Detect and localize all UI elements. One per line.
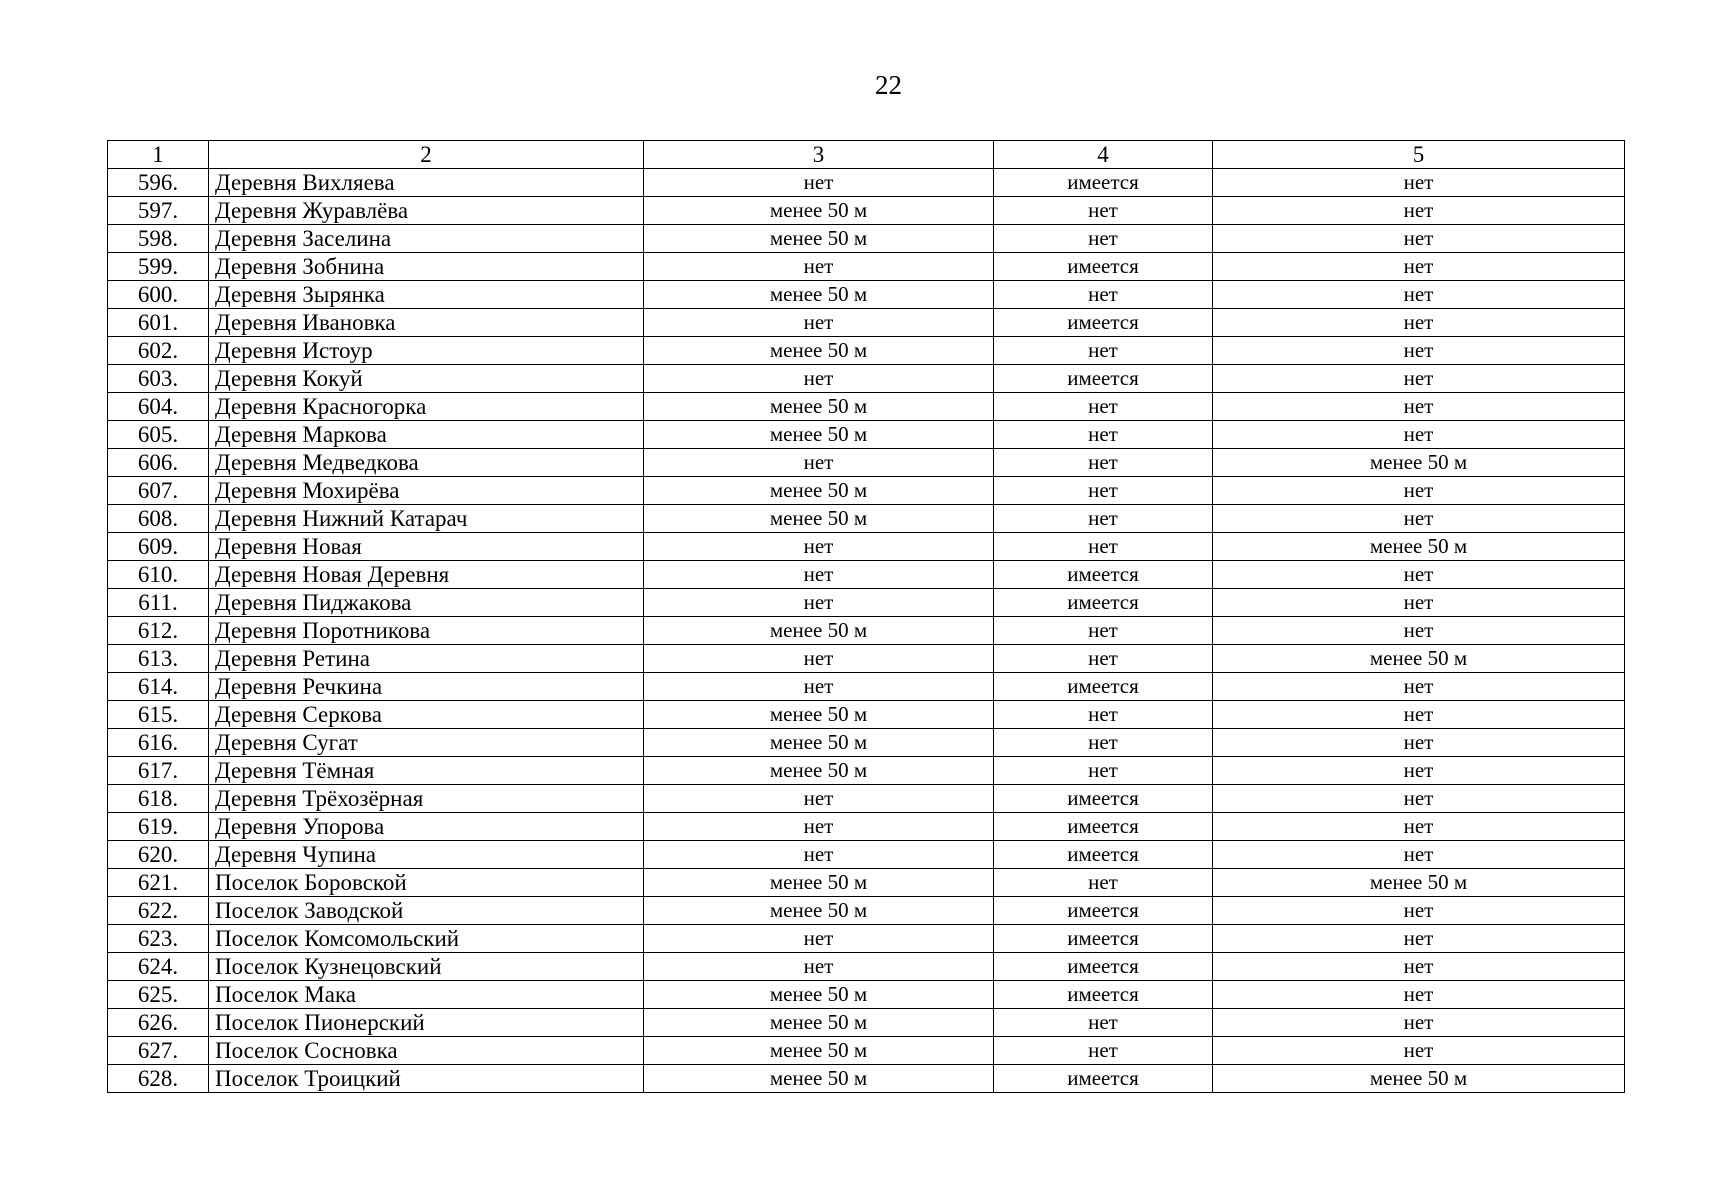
settlement-name-cell: Деревня Заселина — [209, 225, 644, 253]
table-row — [108, 169, 1625, 197]
settlement-name-cell: Поселок Сосновка — [209, 1037, 644, 1065]
header-cell-1: 1 — [108, 141, 209, 169]
column-3-cell: нет — [644, 309, 994, 337]
settlement-name-cell: Поселок Боровской — [209, 869, 644, 897]
column-5-cell: нет — [1213, 281, 1625, 309]
table-row — [108, 617, 1625, 645]
settlement-name-cell: Деревня Ивановка — [209, 309, 644, 337]
column-5-cell: нет — [1213, 617, 1625, 645]
column-5-cell: нет — [1213, 225, 1625, 253]
table-row — [108, 785, 1625, 813]
column-5-cell: менее 50 м — [1213, 1065, 1625, 1093]
table-row — [108, 729, 1625, 757]
settlement-name-cell: Деревня Трёхозёрная — [209, 785, 644, 813]
column-3-cell: менее 50 м — [644, 421, 994, 449]
column-3-cell: менее 50 м — [644, 729, 994, 757]
column-5-cell: нет — [1213, 729, 1625, 757]
row-number-cell: 613. — [108, 645, 209, 673]
table-row — [108, 1037, 1625, 1065]
table-row — [108, 533, 1625, 561]
column-5-cell: нет — [1213, 925, 1625, 953]
row-number-cell: 614. — [108, 673, 209, 701]
column-3-cell: менее 50 м — [644, 1037, 994, 1065]
column-3-cell: нет — [644, 589, 994, 617]
row-number-cell: 620. — [108, 841, 209, 869]
column-4-cell: имеется — [994, 925, 1213, 953]
column-5-cell: нет — [1213, 505, 1625, 533]
column-5-cell: нет — [1213, 253, 1625, 281]
settlement-name-cell: Деревня Журавлёва — [209, 197, 644, 225]
column-4-cell: нет — [994, 617, 1213, 645]
settlement-name-cell: Деревня Поротникова — [209, 617, 644, 645]
column-3-cell: нет — [644, 925, 994, 953]
column-4-cell: имеется — [994, 813, 1213, 841]
header-cell-2: 2 — [209, 141, 644, 169]
settlement-name-cell: Поселок Кузнецовский — [209, 953, 644, 981]
row-number-cell: 603. — [108, 365, 209, 393]
settlement-name-cell: Деревня Мохирёва — [209, 477, 644, 505]
table-row — [108, 869, 1625, 897]
settlement-name-cell: Поселок Троицкий — [209, 1065, 644, 1093]
table-row — [108, 449, 1625, 477]
column-4-cell: имеется — [994, 785, 1213, 813]
row-number-cell: 627. — [108, 1037, 209, 1065]
settlement-name-cell: Деревня Истоур — [209, 337, 644, 365]
column-4-cell: имеется — [994, 365, 1213, 393]
column-5-cell: нет — [1213, 309, 1625, 337]
table-header-row — [108, 141, 1625, 169]
settlement-name-cell: Деревня Серкова — [209, 701, 644, 729]
column-5-cell: нет — [1213, 981, 1625, 1009]
header-cell-3: 3 — [644, 141, 994, 169]
column-3-cell: менее 50 м — [644, 897, 994, 925]
row-number-cell: 601. — [108, 309, 209, 337]
settlement-name-cell: Поселок Заводской — [209, 897, 644, 925]
column-4-cell: имеется — [994, 309, 1213, 337]
settlement-name-cell: Деревня Чупина — [209, 841, 644, 869]
column-4-cell: нет — [994, 645, 1213, 673]
table-row — [108, 645, 1625, 673]
column-5-cell: нет — [1213, 1037, 1625, 1065]
column-4-cell: имеется — [994, 561, 1213, 589]
table-row — [108, 925, 1625, 953]
column-4-cell: нет — [994, 393, 1213, 421]
table-row — [108, 701, 1625, 729]
row-number-cell: 616. — [108, 729, 209, 757]
column-4-cell: нет — [994, 869, 1213, 897]
table-row — [108, 253, 1625, 281]
settlement-name-cell: Деревня Новая Деревня — [209, 561, 644, 589]
column-3-cell: менее 50 м — [644, 1009, 994, 1037]
settlement-name-cell: Деревня Нижний Катарач — [209, 505, 644, 533]
column-4-cell: имеется — [994, 1065, 1213, 1093]
column-4-cell: имеется — [994, 953, 1213, 981]
column-4-cell: нет — [994, 281, 1213, 309]
column-4-cell: нет — [994, 477, 1213, 505]
column-3-cell: нет — [644, 169, 994, 197]
table-row — [108, 1009, 1625, 1037]
row-number-cell: 598. — [108, 225, 209, 253]
column-4-cell: имеется — [994, 253, 1213, 281]
column-5-cell: нет — [1213, 561, 1625, 589]
row-number-cell: 606. — [108, 449, 209, 477]
row-number-cell: 612. — [108, 617, 209, 645]
column-4-cell: нет — [994, 337, 1213, 365]
column-3-cell: нет — [644, 953, 994, 981]
column-3-cell: нет — [644, 673, 994, 701]
settlement-name-cell: Поселок Пионерский — [209, 1009, 644, 1037]
settlement-name-cell: Деревня Вихляева — [209, 169, 644, 197]
column-5-cell: нет — [1213, 841, 1625, 869]
column-5-cell: менее 50 м — [1213, 449, 1625, 477]
settlement-name-cell: Деревня Красногорка — [209, 393, 644, 421]
table-row — [108, 981, 1625, 1009]
column-5-cell: нет — [1213, 365, 1625, 393]
settlement-name-cell: Деревня Пиджакова — [209, 589, 644, 617]
row-number-cell: 608. — [108, 505, 209, 533]
header-cell-4: 4 — [994, 141, 1213, 169]
page-number: 22 — [875, 70, 902, 100]
row-number-cell: 619. — [108, 813, 209, 841]
row-number-cell: 622. — [108, 897, 209, 925]
row-number-cell: 617. — [108, 757, 209, 785]
settlement-name-cell: Деревня Ретина — [209, 645, 644, 673]
column-3-cell: нет — [644, 813, 994, 841]
column-3-cell: нет — [644, 533, 994, 561]
table-row — [108, 505, 1625, 533]
column-4-cell: нет — [994, 757, 1213, 785]
column-5-cell: нет — [1213, 953, 1625, 981]
table-row — [108, 281, 1625, 309]
column-5-cell: менее 50 м — [1213, 869, 1625, 897]
column-4-cell: имеется — [994, 841, 1213, 869]
column-5-cell: нет — [1213, 1009, 1625, 1037]
column-3-cell: менее 50 м — [644, 617, 994, 645]
row-number-cell: 604. — [108, 393, 209, 421]
table-row — [108, 337, 1625, 365]
column-3-cell: нет — [644, 561, 994, 589]
row-number-cell: 610. — [108, 561, 209, 589]
column-5-cell: нет — [1213, 337, 1625, 365]
table-row — [108, 813, 1625, 841]
table-row — [108, 477, 1625, 505]
table-row — [108, 897, 1625, 925]
column-3-cell: менее 50 м — [644, 981, 994, 1009]
table-row — [108, 589, 1625, 617]
row-number-cell: 596. — [108, 169, 209, 197]
column-4-cell: нет — [994, 701, 1213, 729]
row-number-cell: 609. — [108, 533, 209, 561]
column-5-cell: нет — [1213, 393, 1625, 421]
column-3-cell: нет — [644, 253, 994, 281]
column-3-cell: менее 50 м — [644, 225, 994, 253]
column-3-cell: менее 50 м — [644, 701, 994, 729]
row-number-cell: 602. — [108, 337, 209, 365]
settlement-name-cell: Деревня Речкина — [209, 673, 644, 701]
column-5-cell: нет — [1213, 673, 1625, 701]
column-3-cell: менее 50 м — [644, 505, 994, 533]
table-row — [108, 673, 1625, 701]
settlement-name-cell: Деревня Новая — [209, 533, 644, 561]
table-row — [108, 197, 1625, 225]
column-4-cell: нет — [994, 1037, 1213, 1065]
settlement-name-cell: Поселок Комсомольский — [209, 925, 644, 953]
settlement-name-cell: Деревня Упорова — [209, 813, 644, 841]
column-3-cell: менее 50 м — [644, 197, 994, 225]
row-number-cell: 607. — [108, 477, 209, 505]
row-number-cell: 628. — [108, 1065, 209, 1093]
column-5-cell: нет — [1213, 477, 1625, 505]
row-number-cell: 618. — [108, 785, 209, 813]
column-3-cell: менее 50 м — [644, 869, 994, 897]
column-3-cell: нет — [644, 449, 994, 477]
column-3-cell: менее 50 м — [644, 393, 994, 421]
column-4-cell: нет — [994, 1009, 1213, 1037]
settlement-name-cell: Поселок Мака — [209, 981, 644, 1009]
table-row — [108, 393, 1625, 421]
column-5-cell: нет — [1213, 813, 1625, 841]
column-4-cell: имеется — [994, 897, 1213, 925]
row-number-cell: 615. — [108, 701, 209, 729]
row-number-cell: 626. — [108, 1009, 209, 1037]
column-4-cell: нет — [994, 421, 1213, 449]
settlements-table — [107, 140, 1625, 1093]
column-4-cell: нет — [994, 729, 1213, 757]
row-number-cell: 597. — [108, 197, 209, 225]
table-row — [108, 309, 1625, 337]
settlement-name-cell: Деревня Кокуй — [209, 365, 644, 393]
row-number-cell: 600. — [108, 281, 209, 309]
settlement-name-cell: Деревня Сугат — [209, 729, 644, 757]
column-3-cell: менее 50 м — [644, 477, 994, 505]
column-4-cell: имеется — [994, 169, 1213, 197]
column-3-cell: менее 50 м — [644, 281, 994, 309]
column-3-cell: менее 50 м — [644, 757, 994, 785]
settlement-name-cell: Деревня Медведкова — [209, 449, 644, 477]
column-4-cell: имеется — [994, 981, 1213, 1009]
row-number-cell: 623. — [108, 925, 209, 953]
column-5-cell: нет — [1213, 169, 1625, 197]
settlement-name-cell: Деревня Зобнина — [209, 253, 644, 281]
column-5-cell: нет — [1213, 421, 1625, 449]
row-number-cell: 599. — [108, 253, 209, 281]
column-5-cell: нет — [1213, 757, 1625, 785]
row-number-cell: 624. — [108, 953, 209, 981]
table-row — [108, 421, 1625, 449]
row-number-cell: 611. — [108, 589, 209, 617]
column-4-cell: нет — [994, 449, 1213, 477]
column-3-cell: нет — [644, 841, 994, 869]
table-row — [108, 561, 1625, 589]
column-3-cell: нет — [644, 645, 994, 673]
column-3-cell: менее 50 м — [644, 1065, 994, 1093]
settlement-name-cell: Деревня Зырянка — [209, 281, 644, 309]
table-row — [108, 953, 1625, 981]
column-5-cell: нет — [1213, 589, 1625, 617]
column-5-cell: менее 50 м — [1213, 645, 1625, 673]
table-row — [108, 1065, 1625, 1093]
settlement-name-cell: Деревня Маркова — [209, 421, 644, 449]
table-row — [108, 365, 1625, 393]
column-5-cell: нет — [1213, 197, 1625, 225]
column-4-cell: имеется — [994, 673, 1213, 701]
header-cell-5: 5 — [1213, 141, 1625, 169]
column-4-cell: нет — [994, 533, 1213, 561]
row-number-cell: 621. — [108, 869, 209, 897]
column-3-cell: менее 50 м — [644, 337, 994, 365]
row-number-cell: 625. — [108, 981, 209, 1009]
column-5-cell: нет — [1213, 785, 1625, 813]
column-5-cell: менее 50 м — [1213, 533, 1625, 561]
settlement-name-cell: Деревня Тёмная — [209, 757, 644, 785]
column-5-cell: нет — [1213, 701, 1625, 729]
table-row — [108, 757, 1625, 785]
column-4-cell: нет — [994, 197, 1213, 225]
table-body — [108, 141, 1625, 1093]
table-row — [108, 841, 1625, 869]
column-3-cell: нет — [644, 365, 994, 393]
column-5-cell: нет — [1213, 897, 1625, 925]
column-4-cell: нет — [994, 225, 1213, 253]
column-4-cell: имеется — [994, 589, 1213, 617]
table-row — [108, 225, 1625, 253]
row-number-cell: 605. — [108, 421, 209, 449]
column-4-cell: нет — [994, 505, 1213, 533]
column-3-cell: нет — [644, 785, 994, 813]
